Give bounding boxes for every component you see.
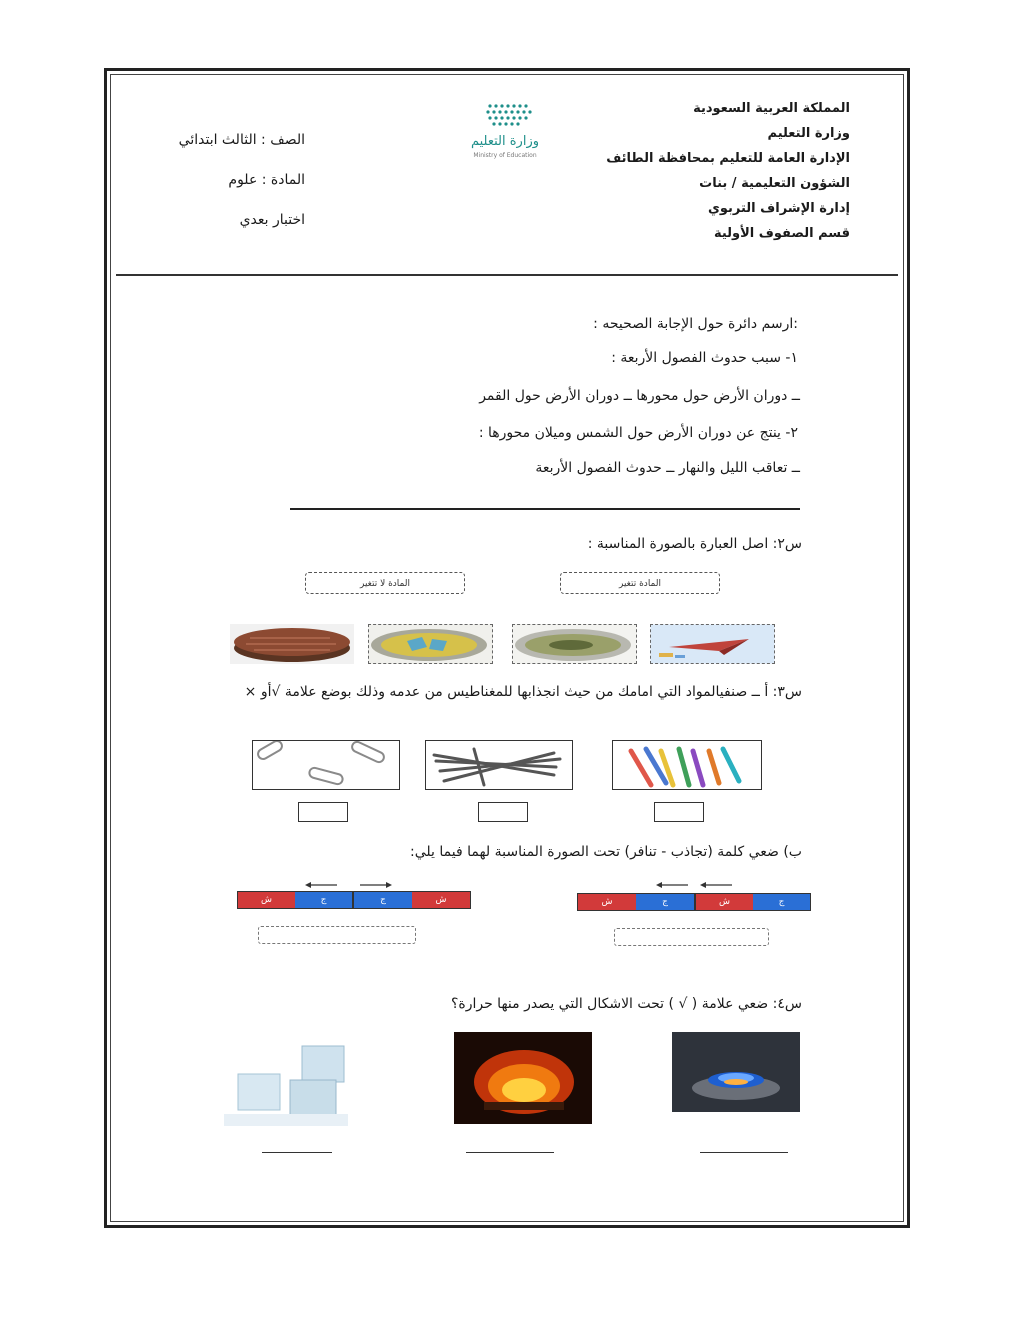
magnet-pole-j: ج <box>295 892 352 908</box>
q3-part-b: ب) ضعي كلمة (تجاذب - تنافر) تحت الصورة المناسبة لهما فيما يلي: <box>410 844 802 860</box>
nails-photo[interactable] <box>425 740 573 790</box>
magnet-left-a <box>237 891 353 909</box>
header-line-4: الشؤون التعليمية / بنات <box>699 176 850 191</box>
ministry-logo <box>450 100 560 170</box>
q1-item1: ١- سبب حدوث الفصول الأربعة : <box>611 350 798 366</box>
paper-clips-icon <box>252 741 399 790</box>
crayons-icon <box>612 741 761 790</box>
magnet-right-a <box>577 893 695 911</box>
answer-box-crayons[interactable] <box>654 802 704 822</box>
crayons-photo[interactable] <box>612 740 762 790</box>
clay-disc-icon <box>230 624 354 664</box>
answer-field-magnets-left[interactable] <box>258 926 416 944</box>
arrow-left-icon <box>656 880 690 890</box>
fire-icon <box>454 1032 592 1124</box>
clay-disc-photo[interactable] <box>230 624 354 664</box>
melting-plate-photo[interactable] <box>512 624 637 664</box>
answer-line-ice[interactable] <box>262 1152 332 1153</box>
header-line-6: قسم الصفوف الأولية <box>713 226 850 241</box>
header-line-3: الإدارة العامة للتعليم بمحافظة الطائف <box>606 151 850 166</box>
arrow-left-icon <box>305 880 339 890</box>
logo-text: وزارة التعليم <box>470 134 540 149</box>
header-line-1: المملكة العربية السعودية <box>693 101 850 116</box>
magnet-left-b <box>353 891 471 909</box>
header-institution-block <box>590 96 850 246</box>
q1-item1-options[interactable]: ــ دوران الأرض حول محورها ــ دوران الأرض حول القمر <box>479 388 800 404</box>
q1-title: :ارسم دائرة حول الإجابة الصحيحه : <box>593 316 798 332</box>
header-divider <box>116 274 898 276</box>
melting-plate-icon <box>512 625 636 664</box>
label-matter-changes[interactable]: المادة تتغير <box>560 572 720 594</box>
header-line-2: وزارة التعليم <box>767 126 850 141</box>
subject-label: المادة : علوم <box>228 172 305 188</box>
arrow-right-icon <box>358 880 392 890</box>
magnet-pole-j: ج <box>636 894 694 910</box>
magnet-pole-s: ش <box>578 894 636 910</box>
ice-cubes-icon <box>218 1040 354 1130</box>
gas-stove-photo[interactable] <box>672 1032 800 1112</box>
logo-subtext: Ministry of Education <box>473 152 537 159</box>
q4-title: س٤: ضعي علامة ( √ ) تحت الاشكال التي يصدر منها حرارة؟ <box>450 996 802 1012</box>
magnet-pole-s: ش <box>238 892 295 908</box>
water-plate-photo[interactable] <box>368 624 493 664</box>
arrow-left-icon <box>700 880 734 890</box>
test-type-label: اختبار بعدي <box>239 212 305 228</box>
nails-icon <box>425 741 572 790</box>
header-meta-block <box>165 120 305 240</box>
gas-flame-icon <box>672 1032 800 1112</box>
answer-box-paper-clips[interactable] <box>298 802 348 822</box>
paper-clips-photo[interactable] <box>252 740 400 790</box>
ice-cubes-photo[interactable] <box>218 1040 354 1130</box>
grade-label: الصف : الثالث ابتدائي <box>178 132 305 148</box>
magnet-pole-s: ش <box>412 892 470 908</box>
magnet-pole-j: ج <box>753 894 810 910</box>
answer-box-nails[interactable] <box>478 802 528 822</box>
fireplace-photo[interactable] <box>454 1032 592 1124</box>
q3-title: س٣: أ ــ صنفيالمواد التي امامك من حيث انجذابها للمغناطيس من عدمه وذلك بوضع علامة √أو × <box>244 684 802 700</box>
magnet-pole-j: ج <box>354 892 412 908</box>
q2-title: س٢: اصل العبارة بالصورة المناسبة : <box>587 536 802 552</box>
water-plate-icon <box>368 625 492 664</box>
label-matter-no-change[interactable]: المادة لا تتغير <box>305 572 465 594</box>
answer-field-magnets-right[interactable] <box>614 928 769 946</box>
answer-line-gas-stove[interactable] <box>700 1152 788 1153</box>
paper-plane-photo[interactable] <box>650 624 775 664</box>
magnet-pole-s: ش <box>696 894 753 910</box>
paper-plane-icon <box>650 625 774 664</box>
q1-item2-options[interactable]: ــ تعاقب الليل والنهار ــ حدوث الفصول الأربعة <box>535 460 800 476</box>
section-separator <box>290 508 800 510</box>
header-line-5: إدارة الإشراف التربوي <box>707 201 850 216</box>
q1-item2: ٢- ينتج عن دوران الأرض حول الشمس وميلان محورها : <box>478 425 798 441</box>
answer-line-fireplace[interactable] <box>466 1152 554 1153</box>
magnet-right-b <box>695 893 811 911</box>
